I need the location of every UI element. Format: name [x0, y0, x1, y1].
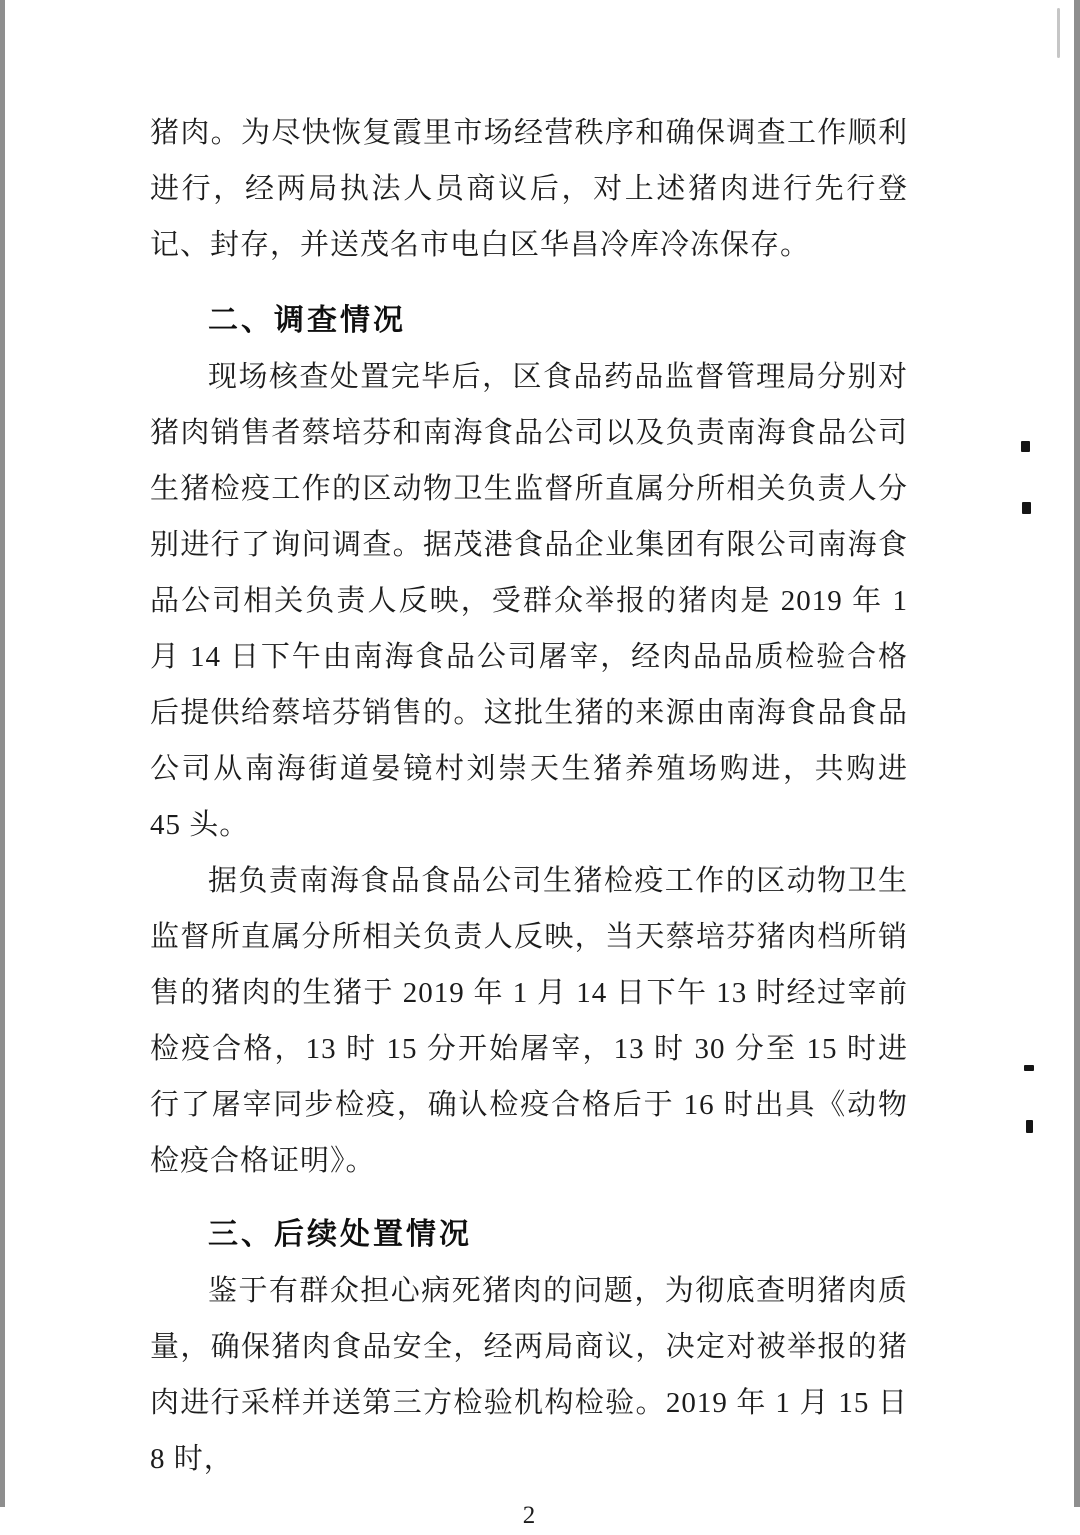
section-heading-investigation: 二、调查情况: [208, 304, 406, 337]
scan-artifact-dot: [1026, 1120, 1033, 1133]
section-heading-followup: 三、后续处置情况: [208, 1218, 472, 1251]
page-edge-right-bar: [1074, 0, 1080, 1507]
paragraph-investigation-1: 现场核查处置完毕后，区食品药品监督管理局分别对猪肉销售者蔡培芬和南海食品公司以及负责南海食品公司生猪检疫工作的区动物卫生监督所直属分所相关负责人分别进行了询问调查。据茂港食品企业集团有限公司南海食品公司相关负责人反映，受群众举报的猪肉是 2019 年 1 月 14 日下午由南海食品公司屠宰，经肉品品质检验合格后提供给蔡培芬销售的。这批生猪的来源由南海食品食品公司从南海街道晏镜村刘崇天生猪养殖场购进，共购进 45 头。: [150, 361, 908, 841]
paragraph-continuation: 猪肉。为尽快恢复霞里市场经营秩序和确保调查工作顺利进行，经两局执法人员商议后，对上述猪肉进行先行登记、封存，并送茂名市电白区华昌冷库冷冻保存。: [150, 117, 908, 261]
scrollbar-thumb[interactable]: [1057, 8, 1060, 58]
scan-artifact-dot: [1024, 1065, 1034, 1071]
paragraph-followup: 鉴于有群众担心病死猪肉的问题，为彻底查明猪肉质量，确保猪肉食品安全，经两局商议，决定对被举报的猪肉进行采样并送第三方检验机构检验。2019 年 1 月 15 日 8 时，: [150, 1275, 908, 1475]
scan-artifact-dot: [1021, 441, 1030, 452]
scan-artifact-dot: [1022, 502, 1031, 514]
paragraph-investigation-2: 据负责南海食品食品公司生猪检疫工作的区动物卫生监督所直属分所相关负责人反映，当天蔡培芬猪肉档所销售的猪肉的生猪于 2019 年 1 月 14 日下午 13 时经过宰前检疫合格，13 时 15 分开始屠宰，13 时 30 分至 15 时进行了屠宰同步检疫，确认检疫合格后于 16 时出具《动物检疫合格证明》。: [150, 865, 908, 1177]
page-content: [150, 105, 908, 1535]
page-number: 2: [522, 1502, 536, 1529]
page-edge-left-bar: [0, 0, 5, 1507]
